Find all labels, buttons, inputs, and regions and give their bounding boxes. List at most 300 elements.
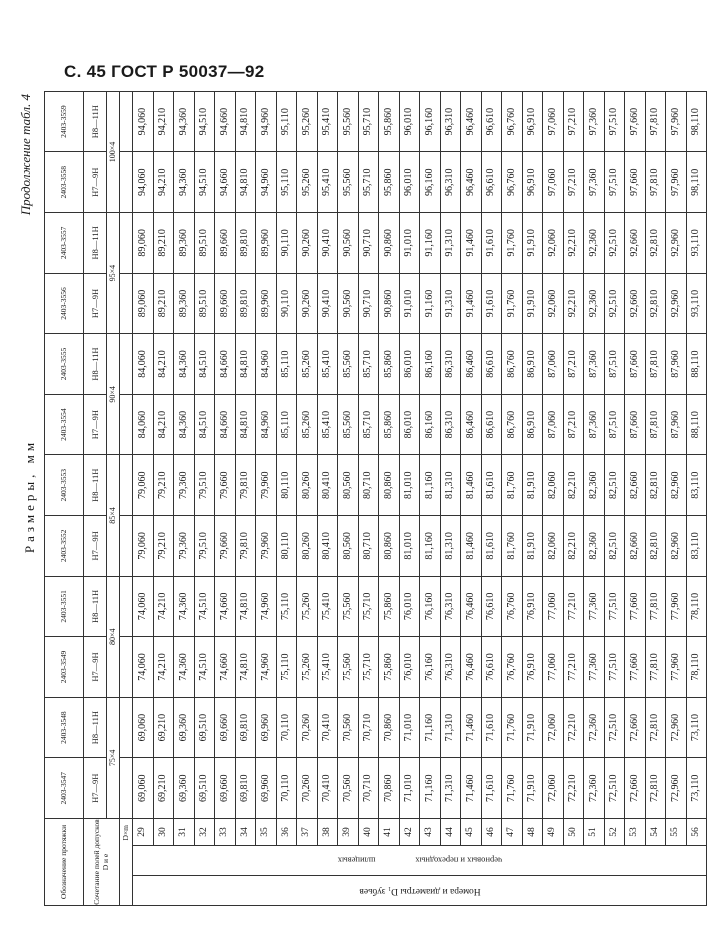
- row-number: 45: [461, 818, 482, 845]
- diameter-value: 84,960: [256, 334, 277, 395]
- diameter-value: 86,460: [461, 334, 482, 395]
- diameter-value: 77,660: [625, 637, 646, 698]
- diameter-value: 96,760: [502, 152, 523, 213]
- diameter-value: 76,760: [502, 637, 523, 698]
- column-tolerance-field: Н7—9Н: [84, 152, 107, 213]
- diameter-value: 85,260: [297, 394, 318, 455]
- diameter-value: 92,660: [625, 213, 646, 274]
- table-row: [194, 91, 215, 905]
- column-code: 2403-3552: [45, 516, 84, 577]
- column-code: 2403-3551: [45, 576, 84, 637]
- diameter-value: 91,760: [502, 273, 523, 334]
- diameter-value: 92,810: [645, 213, 666, 274]
- row-number: 55: [666, 818, 687, 845]
- column-code: 2403-3548: [45, 697, 84, 758]
- size-group-label: 95×4: [107, 213, 120, 334]
- diameter-value: 77,510: [604, 637, 625, 698]
- diameter-value: 86,760: [502, 394, 523, 455]
- diameter-value: 90,710: [358, 273, 379, 334]
- diameter-value: 80,860: [379, 516, 400, 577]
- column-tolerance-field: Н7—9Н: [84, 394, 107, 455]
- diameter-value: 89,210: [153, 273, 174, 334]
- size-group-label: 100×4: [107, 91, 120, 212]
- diameter-value: 75,410: [317, 576, 338, 637]
- diameter-value: 91,910: [522, 213, 543, 274]
- diameter-value: 96,160: [420, 152, 441, 213]
- diameter-value: 89,510: [194, 213, 215, 274]
- diameter-value: 94,810: [235, 91, 256, 152]
- table-row: [358, 91, 379, 905]
- diameter-value: 69,360: [174, 758, 195, 819]
- diameter-value: 79,810: [235, 516, 256, 577]
- diameter-value: 72,810: [645, 697, 666, 758]
- column-tolerance-field: Н7—9Н: [84, 758, 107, 819]
- diameter-value: 77,060: [543, 637, 564, 698]
- diameter-value: 82,960: [666, 455, 687, 516]
- diameter-value: 95,110: [276, 91, 297, 152]
- row-number: 54: [645, 818, 666, 845]
- table-row: [276, 91, 297, 905]
- diameter-value: 97,510: [604, 152, 625, 213]
- diameter-value: 96,310: [440, 91, 461, 152]
- row-number: 34: [235, 818, 256, 845]
- diameter-value: 85,710: [358, 334, 379, 395]
- table-row: [133, 91, 154, 905]
- diameter-value: 86,460: [461, 394, 482, 455]
- diameter-value: 82,660: [625, 516, 646, 577]
- diameter-value: 87,810: [645, 394, 666, 455]
- diameter-value: 69,510: [194, 758, 215, 819]
- diameter-value: 75,260: [297, 576, 318, 637]
- diameter-value: 79,810: [235, 455, 256, 516]
- diameter-value: 75,260: [297, 637, 318, 698]
- diameter-value: 91,310: [440, 213, 461, 274]
- diameter-value: 96,310: [440, 152, 461, 213]
- diameter-value: 71,610: [481, 758, 502, 819]
- dimension-spacer: [120, 758, 133, 819]
- diameter-value: 74,810: [235, 637, 256, 698]
- diameter-value: 71,160: [420, 758, 441, 819]
- diameter-value: 84,510: [194, 394, 215, 455]
- row-number: 39: [338, 818, 359, 845]
- row-number: 38: [317, 818, 338, 845]
- diameter-value: 84,360: [174, 334, 195, 395]
- row-number: 29: [133, 818, 154, 845]
- diameter-value: 72,210: [563, 697, 584, 758]
- diameter-value: 97,210: [563, 91, 584, 152]
- tooth-group-cell: [133, 846, 707, 876]
- diameter-value: 72,510: [604, 758, 625, 819]
- diameter-value: 90,860: [379, 213, 400, 274]
- diameter-value: 89,960: [256, 213, 277, 274]
- diameter-value: 70,260: [297, 758, 318, 819]
- diameter-value: 90,110: [276, 213, 297, 274]
- side-group-2: шлицевых: [337, 855, 375, 866]
- diameter-value: 89,660: [215, 273, 236, 334]
- diameter-value: 94,060: [133, 91, 154, 152]
- dimension-spacer: [120, 637, 133, 698]
- diameter-value: 96,460: [461, 152, 482, 213]
- diameter-value: 72,510: [604, 697, 625, 758]
- diameter-value: 71,310: [440, 697, 461, 758]
- diameter-value: 72,660: [625, 697, 646, 758]
- diameter-value: 75,560: [338, 576, 359, 637]
- diameter-value: 85,110: [276, 334, 297, 395]
- table-row: [338, 91, 359, 905]
- diameter-value: 75,110: [276, 576, 297, 637]
- diameter-value: 70,260: [297, 697, 318, 758]
- diameter-value: 70,410: [317, 758, 338, 819]
- diameter-value: 87,960: [666, 334, 687, 395]
- diameter-value: 80,410: [317, 455, 338, 516]
- diameter-value: 71,010: [399, 697, 420, 758]
- table-row: [522, 91, 543, 905]
- diameter-value: 90,560: [338, 273, 359, 334]
- diameter-value: 76,310: [440, 576, 461, 637]
- diameter-value: 77,660: [625, 576, 646, 637]
- tooth-group-label: [337, 856, 502, 865]
- diameter-value: 71,460: [461, 697, 482, 758]
- diameter-value: 85,410: [317, 334, 338, 395]
- diameter-value: 98,110: [686, 152, 707, 213]
- diameter-value: 91,460: [461, 273, 482, 334]
- diameter-value: 94,510: [194, 152, 215, 213]
- diameter-value: 90,860: [379, 273, 400, 334]
- diameter-value: 74,210: [153, 637, 174, 698]
- diameter-value: 89,360: [174, 213, 195, 274]
- diameter-value: 92,360: [584, 273, 605, 334]
- diameter-value: 69,660: [215, 758, 236, 819]
- number-label: Номера и диаметры D₁ зубьев: [358, 886, 481, 897]
- diameter-value: 76,310: [440, 637, 461, 698]
- row-number: 43: [420, 818, 441, 845]
- diameter-value: 69,210: [153, 697, 174, 758]
- diameter-value: 81,910: [522, 455, 543, 516]
- table-row: [481, 91, 502, 905]
- diameter-value: 95,560: [338, 152, 359, 213]
- diameter-value: 96,610: [481, 152, 502, 213]
- diameter-value: 79,210: [153, 516, 174, 577]
- table-row: [420, 91, 441, 905]
- diameter-value: 73,110: [686, 758, 707, 819]
- size-group-label: 90×4: [107, 334, 120, 455]
- diameter-value: 87,660: [625, 394, 646, 455]
- diameter-value: 79,960: [256, 455, 277, 516]
- diameter-value: 80,710: [358, 455, 379, 516]
- diameter-value: 69,810: [235, 758, 256, 819]
- diameter-value: 75,710: [358, 576, 379, 637]
- diameter-value: 72,360: [584, 697, 605, 758]
- row-number: 47: [502, 818, 523, 845]
- diameter-value: 95,260: [297, 91, 318, 152]
- diameter-value: 74,660: [215, 637, 236, 698]
- diameter-value: 76,160: [420, 576, 441, 637]
- diameter-value: 79,360: [174, 516, 195, 577]
- diameter-value: 69,510: [194, 697, 215, 758]
- diameter-value: 75,710: [358, 637, 379, 698]
- diameter-value: 73,110: [686, 697, 707, 758]
- diameter-value: 86,010: [399, 334, 420, 395]
- diameter-value: 86,010: [399, 394, 420, 455]
- diameter-value: 83,110: [686, 455, 707, 516]
- diameter-value: 91,160: [420, 273, 441, 334]
- diameter-value: 82,060: [543, 455, 564, 516]
- diameter-value: 94,360: [174, 91, 195, 152]
- table-row: [686, 91, 707, 905]
- diameter-value: 75,860: [379, 576, 400, 637]
- diameter-value: 89,960: [256, 273, 277, 334]
- diameter-value: 89,060: [133, 213, 154, 274]
- diameter-value: 96,760: [502, 91, 523, 152]
- diameter-value: 79,510: [194, 455, 215, 516]
- diameter-value: 70,710: [358, 697, 379, 758]
- diameter-value: 97,810: [645, 91, 666, 152]
- diameter-value: 89,060: [133, 273, 154, 334]
- diameter-value: 91,610: [481, 213, 502, 274]
- diameter-value: 92,810: [645, 273, 666, 334]
- row-number: 31: [174, 818, 195, 845]
- diameter-value: 86,610: [481, 394, 502, 455]
- diameter-value: 81,010: [399, 516, 420, 577]
- diameter-value: 80,260: [297, 516, 318, 577]
- diameter-value: 74,510: [194, 576, 215, 637]
- diameter-value: 77,510: [604, 576, 625, 637]
- dimension-spacer: [120, 91, 133, 152]
- diameter-value: 81,610: [481, 516, 502, 577]
- diameter-value: 92,510: [604, 273, 625, 334]
- diameter-value: 70,410: [317, 697, 338, 758]
- diameter-value: 75,110: [276, 637, 297, 698]
- row-number: 52: [604, 818, 625, 845]
- diameter-value: 97,060: [543, 91, 564, 152]
- diameter-value: 94,510: [194, 91, 215, 152]
- diameter-value: 85,710: [358, 394, 379, 455]
- diameter-value: 70,560: [338, 758, 359, 819]
- diameter-value: 87,360: [584, 334, 605, 395]
- diameter-value: 95,710: [358, 152, 379, 213]
- dimension-spacer: [120, 152, 133, 213]
- diameter-value: 69,060: [133, 697, 154, 758]
- diameter-value: 74,510: [194, 637, 215, 698]
- size-group-label: 80×4: [107, 576, 120, 697]
- table-row: [502, 91, 523, 905]
- diameter-value: 82,210: [563, 455, 584, 516]
- column-code: 2403-3549: [45, 637, 84, 698]
- diameter-value: 85,560: [338, 334, 359, 395]
- diameter-value: 94,210: [153, 91, 174, 152]
- diameter-value: 90,560: [338, 213, 359, 274]
- diameter-value: 80,860: [379, 455, 400, 516]
- diameter-value: 90,260: [297, 213, 318, 274]
- diameter-value: 69,960: [256, 758, 277, 819]
- diameter-value: 95,260: [297, 152, 318, 213]
- diameter-value: 82,810: [645, 455, 666, 516]
- diameter-value: 92,510: [604, 213, 625, 274]
- dimension-spacer: [120, 697, 133, 758]
- diameter-value: 79,060: [133, 516, 154, 577]
- diameter-value: 85,110: [276, 394, 297, 455]
- diameter-value: 71,760: [502, 758, 523, 819]
- column-code: 2403-3556: [45, 273, 84, 334]
- diameter-value: 77,210: [563, 637, 584, 698]
- column-code: 2403-3555: [45, 334, 84, 395]
- diameter-value: 95,860: [379, 152, 400, 213]
- diameter-value: 70,860: [379, 697, 400, 758]
- diameter-value: 81,160: [420, 516, 441, 577]
- diameter-value: 79,960: [256, 516, 277, 577]
- number-label-cell: [133, 876, 707, 906]
- size-group-label: 75×4: [107, 697, 120, 818]
- diameter-value: 91,160: [420, 213, 441, 274]
- diameter-value: 92,360: [584, 213, 605, 274]
- diameter-value: 85,560: [338, 394, 359, 455]
- column-tolerance-field: Н8—11Н: [84, 576, 107, 637]
- diameter-value: 89,360: [174, 273, 195, 334]
- diameter-value: 80,710: [358, 516, 379, 577]
- diameter-value: 77,360: [584, 637, 605, 698]
- diameter-value: 69,360: [174, 697, 195, 758]
- diameter-value: 81,460: [461, 516, 482, 577]
- column-code: 2403-3558: [45, 152, 84, 213]
- dimension-spacer: [120, 213, 133, 274]
- diameter-value: 80,560: [338, 455, 359, 516]
- column-tolerance-field: Н7—9Н: [84, 637, 107, 698]
- diameter-value: 94,360: [174, 152, 195, 213]
- diameter-value: 84,210: [153, 394, 174, 455]
- diameter-value: 76,010: [399, 637, 420, 698]
- diameter-value: 75,860: [379, 637, 400, 698]
- diameter-value: 84,960: [256, 394, 277, 455]
- section-title: Размеры, мм: [22, 438, 37, 554]
- diameter-value: 75,560: [338, 637, 359, 698]
- diameter-value: 91,910: [522, 273, 543, 334]
- diameter-value: 76,610: [481, 637, 502, 698]
- row-number: 36: [276, 818, 297, 845]
- diameter-value: 81,310: [440, 516, 461, 577]
- diameter-value: 72,060: [543, 758, 564, 819]
- diameter-value: 98,110: [686, 91, 707, 152]
- diameter-value: 94,210: [153, 152, 174, 213]
- diameter-value: 76,460: [461, 576, 482, 637]
- diameter-value: 72,360: [584, 758, 605, 819]
- diameter-value: 77,060: [543, 576, 564, 637]
- diameter-value: 81,460: [461, 455, 482, 516]
- diameter-value: 81,760: [502, 516, 523, 577]
- dimension-spacer: [120, 394, 133, 455]
- diameter-value: 90,410: [317, 273, 338, 334]
- diameter-value: 87,810: [645, 334, 666, 395]
- diameter-value: 71,610: [481, 697, 502, 758]
- column-tolerance-field: Н8—11Н: [84, 455, 107, 516]
- diameter-value: 89,660: [215, 213, 236, 274]
- diameter-value: 86,910: [522, 334, 543, 395]
- diameter-value: 88,110: [686, 334, 707, 395]
- diameter-value: 82,660: [625, 455, 646, 516]
- diameter-value: 72,660: [625, 758, 646, 819]
- diameter-value: 97,810: [645, 152, 666, 213]
- diameter-value: 86,910: [522, 394, 543, 455]
- diameter-value: 87,960: [666, 394, 687, 455]
- diameter-value: 90,710: [358, 213, 379, 274]
- diameter-value: 97,210: [563, 152, 584, 213]
- table-row: [379, 91, 400, 905]
- diameter-value: 91,760: [502, 213, 523, 274]
- diameter-value: 72,960: [666, 758, 687, 819]
- column-tolerance-field: Н8—11Н: [84, 334, 107, 395]
- diameter-value: 79,060: [133, 455, 154, 516]
- table-row: [215, 91, 236, 905]
- diameter-value: 79,510: [194, 516, 215, 577]
- diameter-value: 91,610: [481, 273, 502, 334]
- tolerance-label: Сочетание полей допусков D и e: [84, 818, 120, 905]
- diameter-value: 69,060: [133, 758, 154, 819]
- row-number: 40: [358, 818, 379, 845]
- diameter-value: 72,960: [666, 697, 687, 758]
- diameter-value: 69,660: [215, 697, 236, 758]
- diameter-value: 80,410: [317, 516, 338, 577]
- diameter-value: 70,710: [358, 758, 379, 819]
- diameter-value: 76,760: [502, 576, 523, 637]
- dimension-spacer: [120, 273, 133, 334]
- diameter-value: 77,960: [666, 637, 687, 698]
- diameter-value: 84,810: [235, 334, 256, 395]
- diameter-value: 87,510: [604, 334, 625, 395]
- diameter-value: 85,410: [317, 394, 338, 455]
- diameter-value: 97,360: [584, 91, 605, 152]
- diameter-value: 72,060: [543, 697, 564, 758]
- diameter-value: 72,210: [563, 758, 584, 819]
- diameter-value: 93,110: [686, 273, 707, 334]
- diameter-value: 83,110: [686, 516, 707, 577]
- diameter-value: 84,060: [133, 334, 154, 395]
- diameter-value: 95,410: [317, 152, 338, 213]
- diameter-value: 85,260: [297, 334, 318, 395]
- diameter-value: 87,660: [625, 334, 646, 395]
- table-row: [604, 91, 625, 905]
- column-tolerance-field: Н7—9Н: [84, 516, 107, 577]
- table-row: [317, 91, 338, 905]
- row-number: 44: [440, 818, 461, 845]
- diameter-value: 89,810: [235, 213, 256, 274]
- diameter-value: 87,210: [563, 394, 584, 455]
- column-tolerance-field: Н7—9Н: [84, 273, 107, 334]
- diameter-value: 81,910: [522, 516, 543, 577]
- dimension-label: D×m: [120, 818, 133, 905]
- diameter-value: 74,060: [133, 637, 154, 698]
- diameter-value: 79,660: [215, 516, 236, 577]
- diameter-value: 71,460: [461, 758, 482, 819]
- diameter-value: 97,960: [666, 152, 687, 213]
- diameter-value: 91,010: [399, 213, 420, 274]
- diameter-value: 80,110: [276, 455, 297, 516]
- diameter-value: 87,060: [543, 394, 564, 455]
- side-group-1: черновых и переходных: [414, 855, 502, 866]
- diameter-value: 94,660: [215, 152, 236, 213]
- diameter-value: 74,960: [256, 637, 277, 698]
- diameter-value: 82,360: [584, 455, 605, 516]
- table-row: [666, 91, 687, 905]
- size-group-label: 85×4: [107, 455, 120, 576]
- diameter-value: 86,610: [481, 334, 502, 395]
- table-row: [153, 91, 174, 905]
- diameter-value: 93,110: [686, 213, 707, 274]
- diameter-value: 89,210: [153, 213, 174, 274]
- diameter-value: 86,160: [420, 394, 441, 455]
- row-number: 41: [379, 818, 400, 845]
- diameter-value: 85,860: [379, 394, 400, 455]
- row-number: 30: [153, 818, 174, 845]
- diameter-value: 74,360: [174, 576, 195, 637]
